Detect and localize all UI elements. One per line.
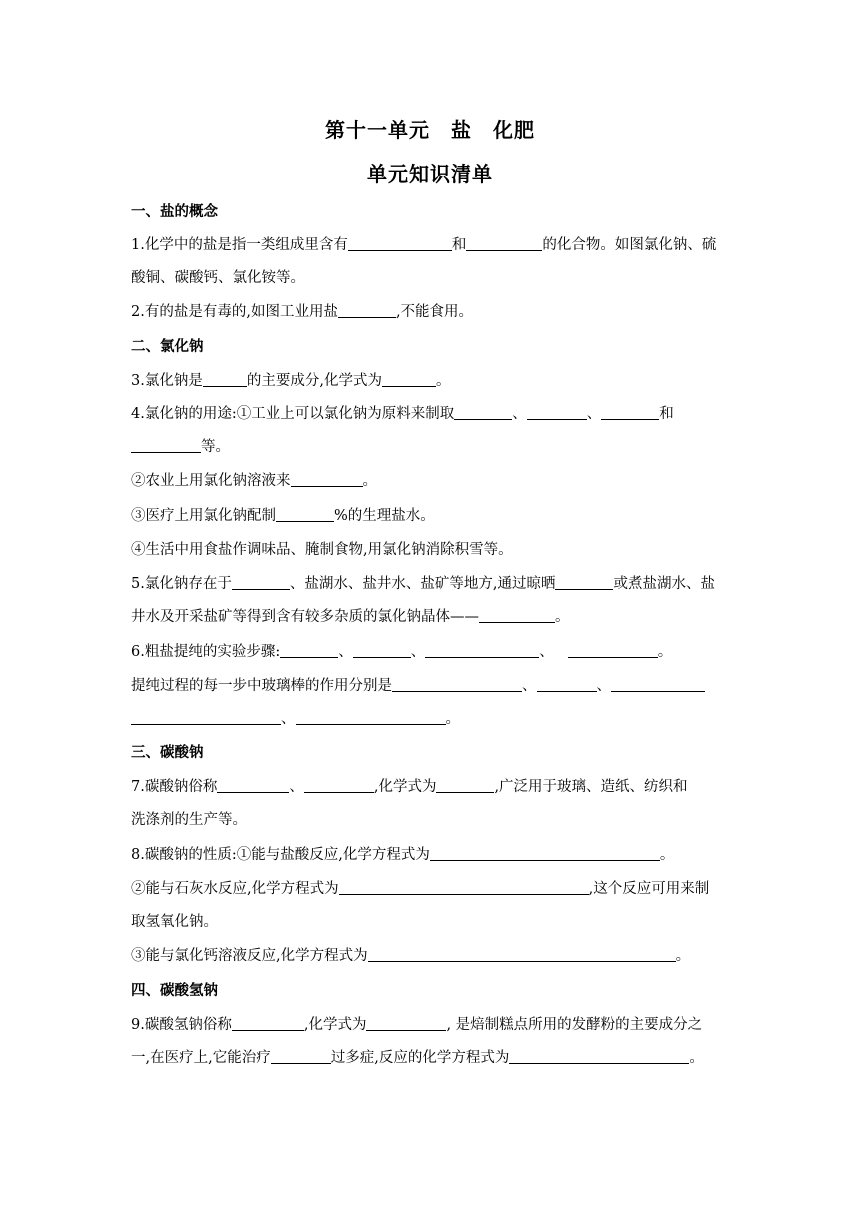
answer-blank[interactable] — [338, 303, 396, 318]
question-6-line-2: 提纯过程的每一步中玻璃棒的作用分别是 、 、 — [131, 676, 731, 696]
answer-blank[interactable] — [479, 608, 555, 623]
question-6-line-1: 6.粗盐提纯的实验步骤: 、 、 、 。 — [131, 644, 673, 660]
answer-blank[interactable] — [454, 405, 512, 420]
section-heading: 四、碳酸氢钠 — [131, 983, 218, 999]
section-heading: 二、氯化钠 — [131, 339, 204, 355]
answer-blank[interactable] — [509, 1049, 689, 1064]
answer-blank[interactable] — [392, 677, 522, 692]
question-7-line-1: 7.碳酸钠俗称 、 ,化学式为 ,广泛用于玻璃、造纸、纺织和 — [131, 779, 688, 795]
question-1-line-2: 酸铜、碳酸钙、氯化铵等。 — [131, 270, 305, 286]
answer-blank[interactable] — [296, 710, 446, 725]
answer-blank[interactable] — [430, 846, 660, 861]
answer-blank[interactable] — [425, 643, 539, 658]
answer-blank[interactable] — [601, 405, 659, 420]
answer-blank[interactable] — [366, 1016, 446, 1031]
question-5-line-2: 井水及开采盐矿等得到含有较多杂质的氯化钠晶体—— 。 — [131, 609, 570, 625]
question-4-line-5: ④生活中用食盐作调味品、腌制食物,用氯化钠消除积雪等。 — [131, 542, 513, 558]
question-4-line-1: 4.氯化钠的用途:①工业上可以氯化钠为原料来制取 、 、 和 — [131, 406, 674, 422]
answer-blank[interactable] — [568, 643, 658, 658]
answer-blank[interactable] — [304, 778, 374, 793]
question-8-line-3: 取氢氧化钠。 — [131, 914, 218, 930]
answer-blank[interactable] — [555, 575, 613, 590]
answer-blank[interactable] — [131, 710, 281, 725]
question-5-line-1: 5.氯化钠存在于 、盐湖水、盐井水、盐矿等地方,通过晾晒 或煮盐湖水、盐 — [131, 576, 715, 592]
answer-blank[interactable] — [382, 372, 436, 387]
answer-blank[interactable] — [527, 405, 587, 420]
answer-blank[interactable] — [131, 438, 201, 453]
answer-blank[interactable] — [271, 1049, 331, 1064]
question-8-line-1: 8.碳酸钠的性质:①能与盐酸反应,化学方程式为 。 — [131, 847, 675, 863]
answer-blank[interactable] — [348, 236, 452, 251]
question-7-line-2: 洗涤剂的生产等。 — [131, 812, 247, 828]
answer-blank[interactable] — [353, 643, 411, 658]
answer-blank[interactable] — [436, 778, 494, 793]
question-1-line-1: 1.化学中的盐是指一类组成里含有 和 的化合物。如图氯化钠、硫 — [131, 237, 717, 253]
answer-blank[interactable] — [537, 677, 597, 692]
answer-blank[interactable] — [611, 677, 705, 692]
page-title: 第十一单元 盐 化肥 — [325, 118, 535, 142]
section-heading: 一、盐的概念 — [131, 204, 218, 220]
question-9-line-2: 一,在医疗上,它能治疗 过多症,反应的化学方程式为 。 — [131, 1050, 704, 1066]
answer-blank[interactable] — [232, 575, 290, 590]
question-8-line-2: ②能与石灰水反应,化学方程式为 ,这个反应可用来制 — [131, 881, 710, 897]
answer-blank[interactable] — [276, 507, 334, 522]
question-4-line-3: ②农业上用氯化钠溶液来 。 — [131, 473, 377, 489]
question-2: 2.有的盐是有毒的,如图工业用盐 ,不能食用。 — [131, 304, 474, 320]
question-9-line-1: 9.碳酸氢钠俗称 ,化学式为 , 是焙制糕点所用的发酵粉的主要成分之 — [131, 1017, 703, 1033]
answer-blank[interactable] — [291, 472, 363, 487]
answer-blank[interactable] — [232, 1016, 304, 1031]
question-8-line-4: ③能与氯化钙溶液反应,化学方程式为 。 — [131, 948, 691, 964]
answer-blank[interactable] — [368, 947, 676, 962]
answer-blank[interactable] — [203, 372, 247, 387]
question-4-line-2: 等。 — [131, 437, 731, 457]
answer-blank[interactable] — [217, 778, 289, 793]
answer-blank[interactable] — [280, 643, 338, 658]
answer-blank[interactable] — [466, 236, 542, 251]
answer-blank[interactable] — [339, 880, 589, 895]
question-3: 3.氯化钠是 的主要成分,化学式为 。 — [131, 373, 451, 389]
page-subtitle: 单元知识清单 — [367, 162, 493, 186]
question-6-line-3: 、 。 — [131, 709, 731, 729]
question-4-line-4: ③医疗上用氯化钠配制 %的生理盐水。 — [131, 508, 435, 524]
section-heading: 三、碳酸钠 — [131, 745, 204, 761]
